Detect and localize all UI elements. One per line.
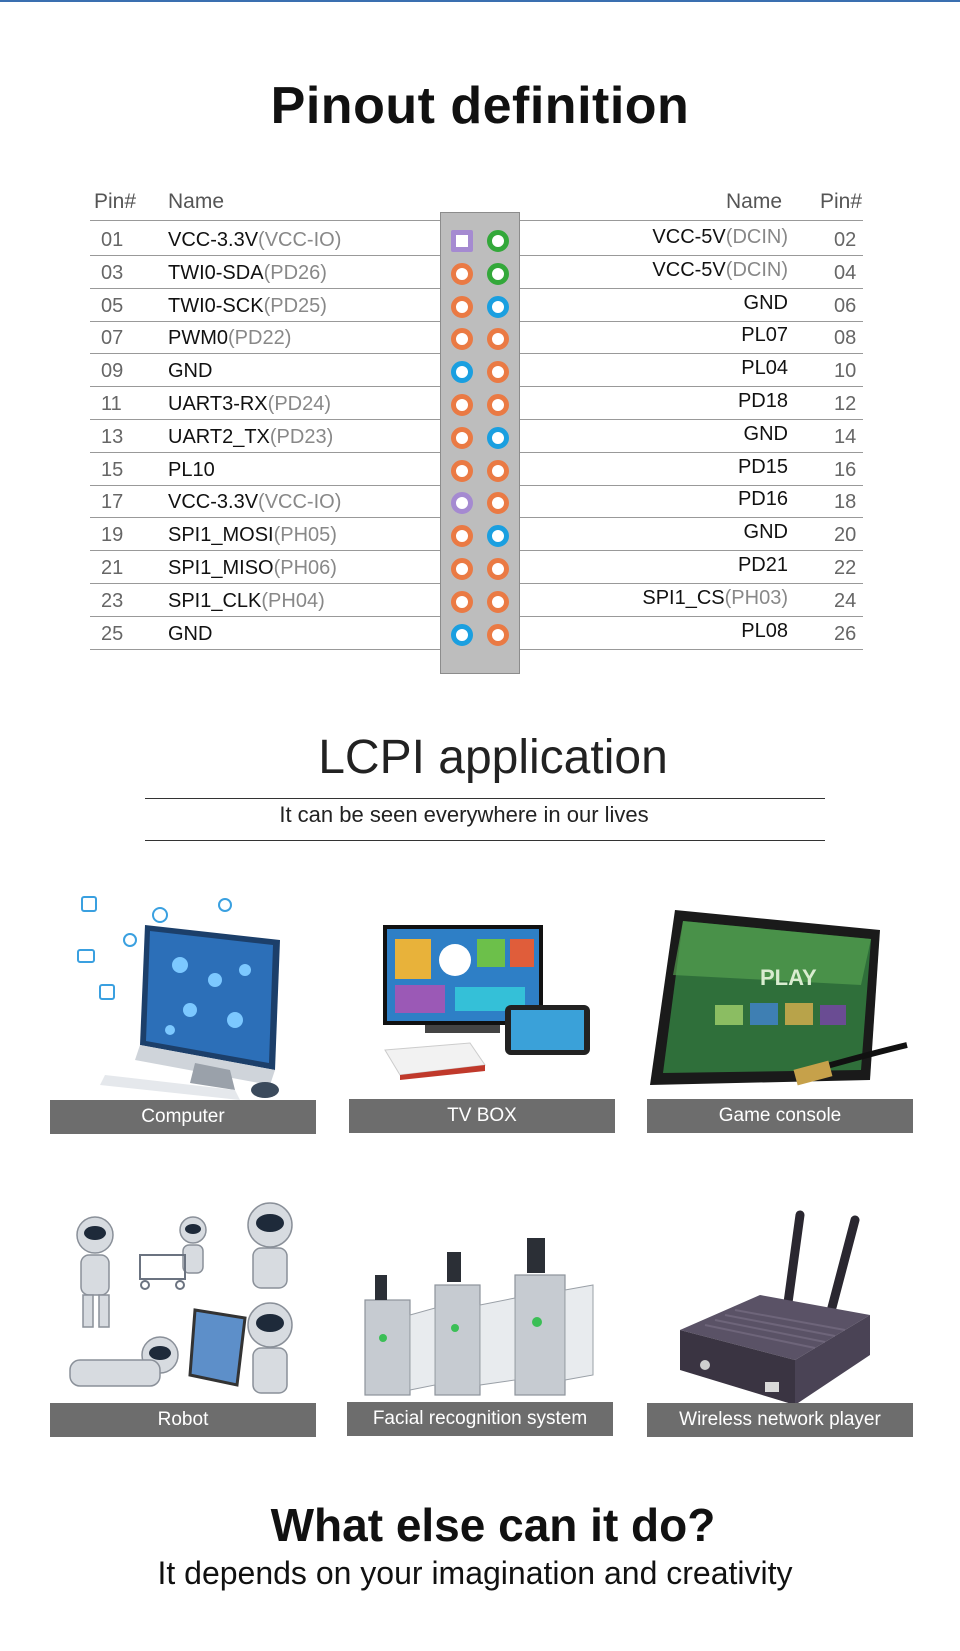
header-underline-right xyxy=(520,220,863,221)
row-divider xyxy=(520,550,863,551)
top-divider xyxy=(0,0,960,2)
left-pin-alt: (PD23) xyxy=(269,425,334,448)
lcpi-subtitle: It can be seen everywhere in our lives xyxy=(279,802,649,827)
pin-06-dot xyxy=(487,296,509,318)
row-divider xyxy=(520,288,863,289)
left-pin-function: TWI0-SCK xyxy=(168,294,264,317)
left-pin-function: PWM0 xyxy=(168,327,228,350)
left-pin-alt: (VCC-IO) xyxy=(258,491,342,514)
row-divider xyxy=(90,321,440,322)
left-pin-name xyxy=(168,590,325,613)
row-divider xyxy=(90,550,440,551)
right-pin-name xyxy=(652,226,788,249)
left-pin-function: SPI1_MISO xyxy=(168,557,274,579)
app-label-wireless-network-player: Wireless network player xyxy=(647,1403,913,1437)
left-pin-name xyxy=(168,491,341,514)
left-pin-number: 19 xyxy=(101,524,124,547)
right-pin-number: 10 xyxy=(834,360,857,383)
pin-21-dot xyxy=(451,558,473,580)
right-pin-number: 14 xyxy=(834,425,857,448)
left-pin-name xyxy=(168,524,337,547)
pin-01-dot xyxy=(451,230,473,252)
right-pin-alt: (DCIN) xyxy=(725,258,788,281)
left-pin-alt: (PH04) xyxy=(261,589,325,612)
right-pin-header: Pin# xyxy=(820,190,863,213)
row-divider xyxy=(90,616,440,617)
right-pin-function: GND xyxy=(743,291,788,314)
right-pin-name xyxy=(741,357,788,380)
facial-recognition-image xyxy=(355,1230,600,1405)
left-pin-function: GND xyxy=(168,360,213,383)
left-pin-number: 03 xyxy=(101,261,124,284)
left-pin-number: 23 xyxy=(101,589,124,612)
right-pin-number: 18 xyxy=(834,491,857,514)
left-pin-number: 07 xyxy=(101,327,124,350)
row-divider xyxy=(520,649,863,650)
lcpi-title: LCPI application xyxy=(318,731,668,784)
right-pin-function: GND xyxy=(743,521,788,544)
left-pin-number: 25 xyxy=(101,622,124,645)
right-pin-name xyxy=(738,554,788,577)
right-pin-alt: (PH03) xyxy=(724,586,788,609)
left-pin-name xyxy=(168,393,331,416)
left-pin-name xyxy=(168,295,327,318)
left-pin-name xyxy=(168,327,291,350)
left-pin-function: PL10 xyxy=(168,458,215,481)
right-pin-number: 12 xyxy=(834,393,857,415)
row-divider xyxy=(90,517,440,518)
right-pin-function: VCC-5V xyxy=(652,226,726,248)
left-pin-number: 05 xyxy=(101,294,124,317)
left-pin-function: VCC-3.3V xyxy=(168,229,259,251)
pin-11-dot xyxy=(451,394,473,416)
right-pin-name xyxy=(642,587,788,610)
app-label-facial-recognition: Facial recognition system xyxy=(347,1402,613,1436)
right-pin-name xyxy=(744,423,788,446)
row-divider xyxy=(520,353,863,354)
left-pin-alt: (PH06) xyxy=(273,557,337,579)
pin-22-dot xyxy=(487,558,509,580)
pin-02-dot xyxy=(487,230,509,252)
left-pin-function: VCC-3.3V xyxy=(168,491,259,514)
left-pin-alt: (PD25) xyxy=(263,294,327,317)
left-pin-alt: (PD24) xyxy=(267,393,332,415)
app-label-game-console: Game console xyxy=(647,1099,913,1133)
pin-15-dot xyxy=(451,460,473,482)
row-divider xyxy=(90,353,440,354)
left-pin-function: SPI1_MOSI xyxy=(168,524,274,547)
app-label-robot: Robot xyxy=(50,1403,316,1437)
left-pin-function: SPI1_CLK xyxy=(168,589,262,612)
left-pin-name xyxy=(168,229,341,252)
right-pin-function: PL04 xyxy=(741,357,788,380)
right-pin-function: PD18 xyxy=(737,390,788,412)
pin-12-dot xyxy=(487,394,509,416)
right-pin-name xyxy=(652,259,788,282)
right-pin-number: 08 xyxy=(834,327,857,350)
left-pin-function: UART3-RX xyxy=(168,393,268,415)
left-pin-name xyxy=(168,262,327,285)
left-pin-alt: (PH05) xyxy=(273,524,337,547)
left-pin-alt: (PD26) xyxy=(263,261,327,284)
row-divider xyxy=(90,386,440,387)
game-console-image xyxy=(645,905,915,1100)
row-divider xyxy=(520,616,863,617)
left-pin-function: TWI0-SDA xyxy=(168,261,264,284)
right-pin-function: SPI1_CS xyxy=(642,586,725,609)
row-divider xyxy=(520,321,863,322)
left-pin-name xyxy=(168,426,333,449)
app-label-computer: Computer xyxy=(50,1100,316,1134)
svg-text:PLAY: PLAY xyxy=(760,965,817,990)
left-pin-number: 15 xyxy=(101,458,124,481)
computer-image xyxy=(70,885,290,1100)
left-pin-name xyxy=(168,623,212,646)
left-pin-number: 21 xyxy=(101,557,124,579)
row-divider xyxy=(90,419,440,420)
pin-05-dot xyxy=(451,296,473,318)
left-pin-number: 17 xyxy=(101,491,124,514)
right-pin-name xyxy=(744,521,788,544)
network-player-image xyxy=(665,1200,885,1415)
pin-25-dot xyxy=(451,624,473,646)
row-divider xyxy=(90,649,440,650)
right-pin-function: PD21 xyxy=(737,554,788,576)
pin-14-dot xyxy=(487,427,509,449)
pin-03-dot xyxy=(451,263,473,285)
left-pin-name xyxy=(168,557,337,580)
row-divider xyxy=(520,386,863,387)
subtitle-top-rule xyxy=(145,798,825,799)
row-divider xyxy=(520,255,863,256)
left-pin-function: UART2_TX xyxy=(168,425,270,448)
right-pin-function: PD16 xyxy=(737,488,788,511)
right-pin-name xyxy=(741,620,788,643)
pin-26-dot xyxy=(487,624,509,646)
right-pin-number: 16 xyxy=(834,458,857,481)
right-pin-name xyxy=(741,324,788,347)
left-pin-name xyxy=(168,360,212,383)
right-pin-function: PL08 xyxy=(741,619,788,642)
right-pin-function: PD15 xyxy=(737,455,788,478)
right-pin-number: 04 xyxy=(834,261,857,284)
left-name-header: Name xyxy=(168,190,225,213)
left-pin-header: Pin# xyxy=(94,190,137,213)
right-pin-function: VCC-5V xyxy=(652,258,726,281)
row-divider xyxy=(520,419,863,420)
pin-13-dot xyxy=(451,427,473,449)
row-divider xyxy=(520,517,863,518)
right-pin-alt: (DCIN) xyxy=(725,226,788,248)
left-pin-number: 01 xyxy=(101,229,124,251)
left-pin-alt: (VCC-IO) xyxy=(258,229,342,251)
pin-23-dot xyxy=(451,591,473,613)
tv-box-image xyxy=(365,915,600,1080)
pin-24-dot xyxy=(487,591,509,613)
left-pin-number: 11 xyxy=(101,393,122,415)
left-pin-function: GND xyxy=(168,622,213,645)
subtitle-bottom-rule xyxy=(145,840,825,841)
right-name-header: Name xyxy=(726,190,783,213)
header-underline-left xyxy=(90,220,440,221)
row-divider xyxy=(520,452,863,453)
row-divider xyxy=(90,288,440,289)
right-pin-number: 02 xyxy=(834,229,857,251)
row-divider xyxy=(90,583,440,584)
right-pin-function: PL07 xyxy=(741,324,788,347)
row-divider xyxy=(520,485,863,486)
row-divider xyxy=(90,485,440,486)
right-pin-number: 06 xyxy=(834,294,857,317)
more-subtitle: It depends on your imagination and creativity xyxy=(157,1555,793,1591)
right-pin-name xyxy=(738,456,788,479)
left-pin-alt: (PD22) xyxy=(228,327,292,350)
left-pin-number: 13 xyxy=(101,425,124,448)
right-pin-number: 20 xyxy=(834,524,857,547)
row-divider xyxy=(90,255,440,256)
pin-16-dot xyxy=(487,460,509,482)
right-pin-number: 24 xyxy=(834,589,857,612)
left-pin-number: 09 xyxy=(101,360,124,383)
right-pin-function: GND xyxy=(743,422,788,445)
left-pin-name xyxy=(168,459,215,482)
app-label-tv-box: TV BOX xyxy=(349,1099,615,1133)
right-pin-name xyxy=(744,292,788,315)
more-title: What else can it do? xyxy=(270,1499,716,1551)
right-pin-number: 22 xyxy=(834,557,857,579)
robot-image xyxy=(45,1200,315,1430)
right-pin-name xyxy=(738,488,788,511)
pinout-title: Pinout definition xyxy=(270,77,690,135)
right-pin-number: 26 xyxy=(834,622,857,645)
row-divider xyxy=(520,583,863,584)
right-pin-name xyxy=(738,390,788,413)
row-divider xyxy=(90,452,440,453)
pin-04-dot xyxy=(487,263,509,285)
